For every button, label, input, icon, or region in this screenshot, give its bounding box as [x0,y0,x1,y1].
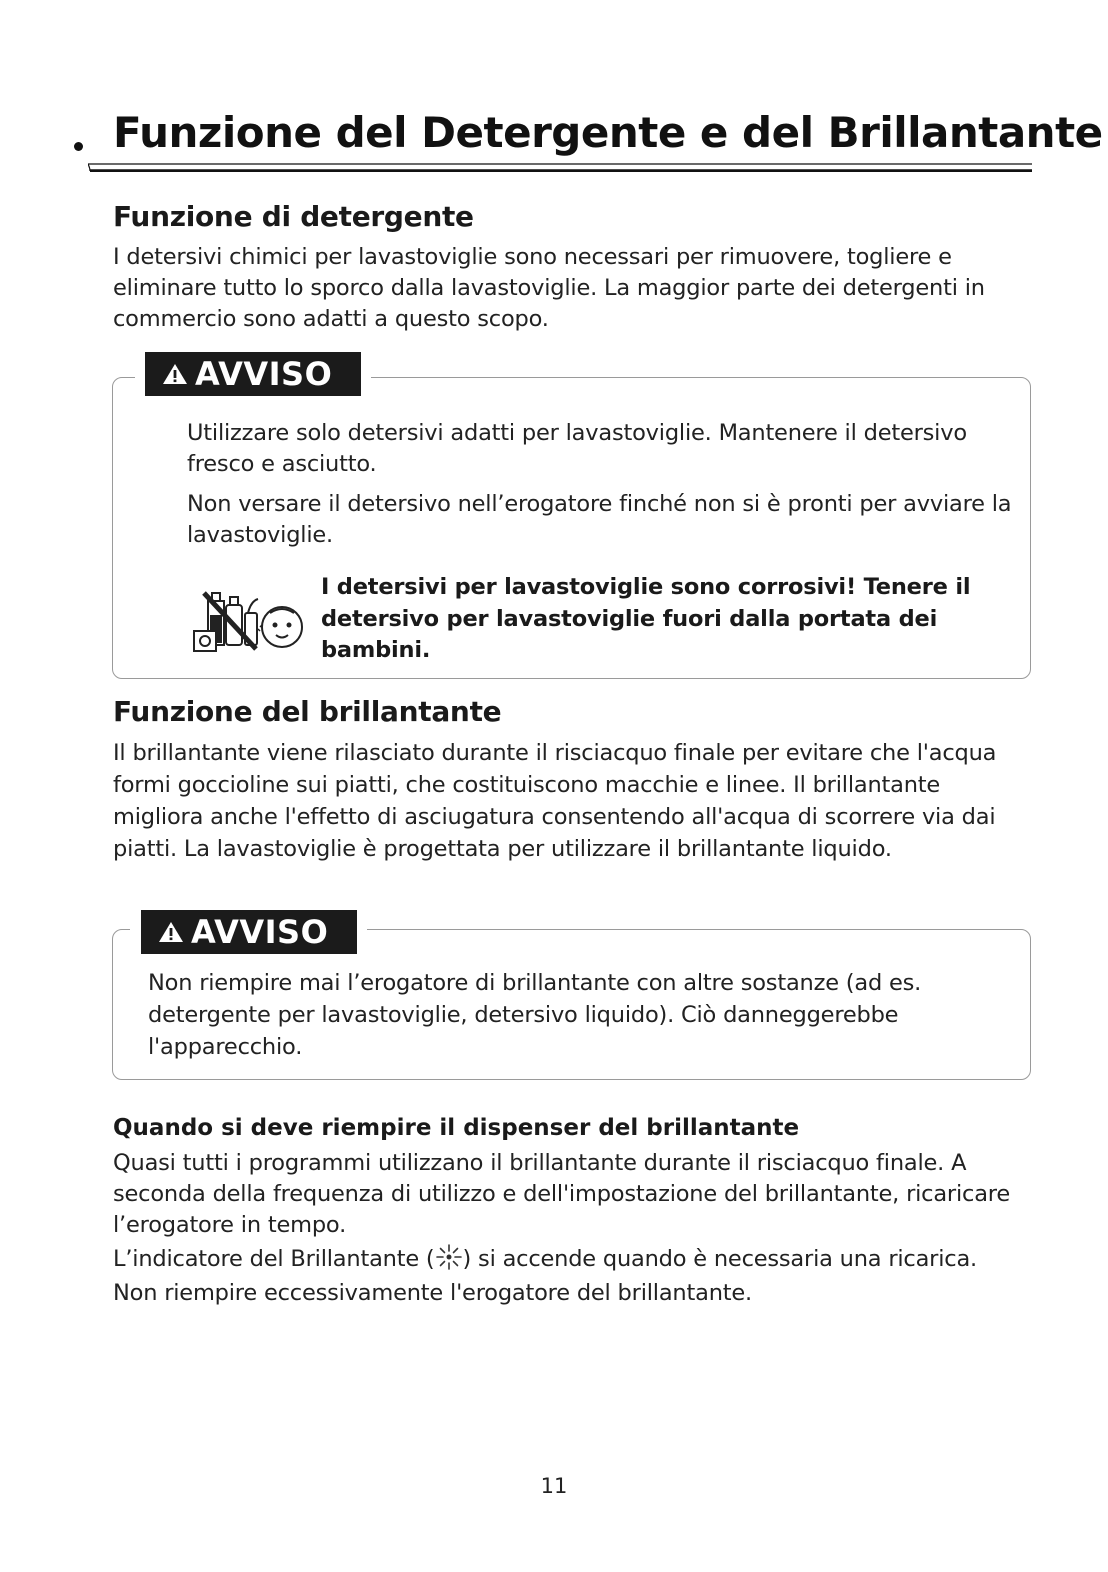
warning-triangle-icon [158,921,184,943]
keep-away-from-children-icon [190,583,306,659]
page-number: 11 [540,1474,568,1498]
rinse-aid-paragraph: Il brillantante viene rilasciato durante il risciacquo finale per evitare che l'acqua formi goccioline sui piatti, che costituiscono macchie e linee. Il brillantante migliora anche l'effetto di asciugatura consentendo all'acqua di scorrere via dai piatti. La lavastoviglie è progettata per utilizzare il brillantante liquido. [113,740,997,862]
indicator-text-before: L’indicatore del Brillantante ( [113,1246,435,1272]
section-heading-rinse-aid: Funzione del brillantante [113,695,502,728]
section-heading-refill: Quando si deve riempire il dispenser del brillantante [113,1115,800,1141]
indicator-text-after: ) si accende quando è necessaria una ricarica. [462,1246,977,1272]
warning-2-text: Non riempire mai l’erogatore di brillantante con altre sostanze (ad es. detergente per lavastoviglie, detersivo liquido). Ciò danneggerebbe l'apparecchio. [148,970,922,1060]
corrosive-warning: I detersivi per lavastoviglie sono corrosivi! Tenere il detersivo per lavastoviglie fuori dalla portata dei bambini. [321,574,971,663]
warning-label-1 [145,352,361,396]
warning-triangle-icon [162,363,188,385]
title-bullet [74,142,83,151]
overfill-warning-line: Non riempire eccessivamente l'erogatore del brillantante. [113,1280,752,1306]
refill-paragraph: Quasi tutti i programmi utilizzano il brillantante durante il risciacquo finale. A seconda della frequenza di utilizzo e dell'impostazione del brillantante, ricaricare l’erogatore in tempo. [113,1150,1010,1238]
section-heading-detergent: Funzione di detergente [113,200,474,233]
warning-1-text-1: Utilizzare solo detersivi adatti per lavastoviglie. Mantenere il detersivo fresco e asciutto. [187,420,967,477]
warning-label-text: AVVISO [195,355,333,393]
detergent-paragraph: I detersivi chimici per lavastoviglie sono necessari per rimuovere, togliere e eliminare tutto lo sporco dalla lavastoviglie. La maggior parte dei detergenti in commercio sono adatti a questo scopo. [113,244,985,332]
indicator-line [113,1243,1043,1275]
page-title: Funzione del Detergente e del Brillantante [113,108,1103,157]
warning-label-text: AVVISO [191,913,329,951]
title-underline [88,158,1032,172]
warning-1-text-2: Non versare il detersivo nell’erogatore finché non si è pronti per avviare la lavastoviglie. [187,491,1012,548]
warning-label-2 [141,910,357,954]
rinse-aid-indicator-icon [435,1243,463,1271]
